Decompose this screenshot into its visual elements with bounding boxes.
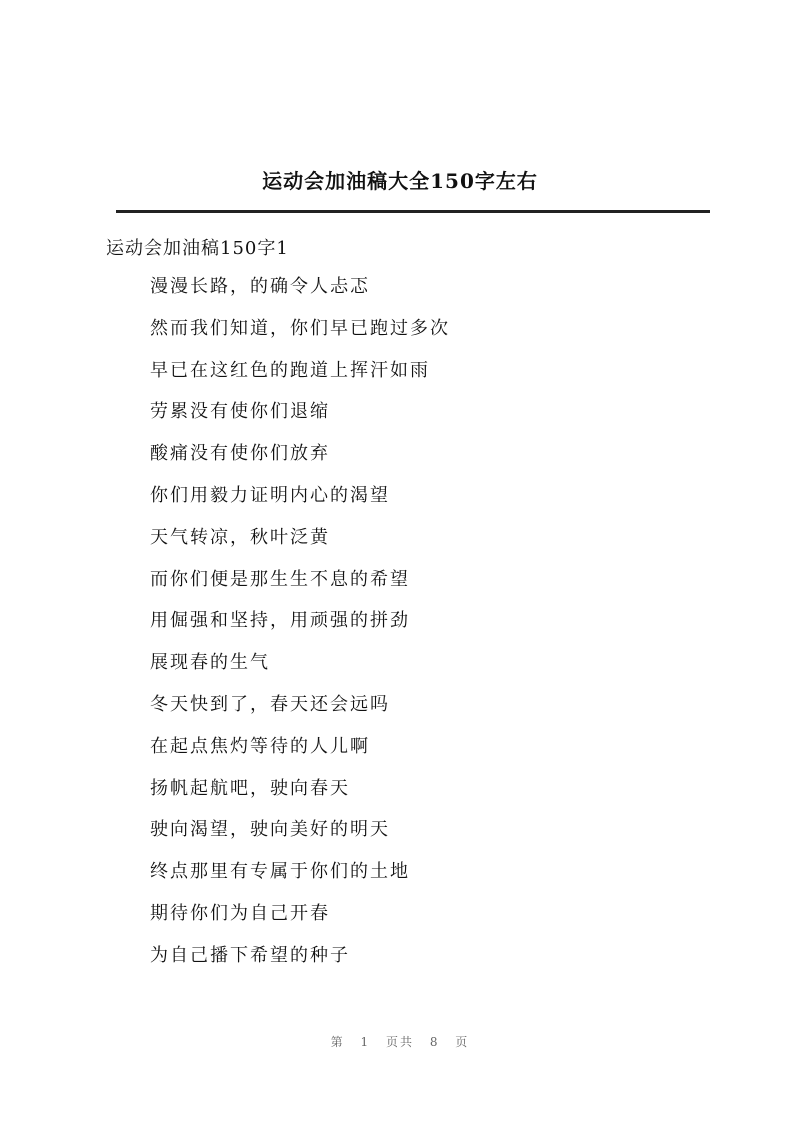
poem-line: 终点那里有专属于你们的土地 bbox=[150, 861, 410, 883]
poem-line: 你们用毅力证明内心的渴望 bbox=[150, 484, 390, 506]
poem-line: 而你们便是那生生不息的希望 bbox=[150, 568, 410, 590]
section-heading: 运动会加油稿150字1 bbox=[106, 238, 289, 259]
poem-line: 在起点焦灼等待的人儿啊 bbox=[150, 735, 370, 757]
poem-line: 扬帆起航吧，驶向春天 bbox=[150, 777, 350, 799]
poem-line: 然而我们知道，你们早已跑过多次 bbox=[150, 317, 450, 339]
poem-line: 展现春的生气 bbox=[150, 652, 270, 674]
poem-lines bbox=[150, 271, 450, 982]
footer-current-page: 1 bbox=[360, 1035, 371, 1049]
footer-suffix: 页 bbox=[455, 1035, 470, 1049]
poem-line: 冬天快到了，春天还会远吗 bbox=[150, 693, 390, 715]
title-divider bbox=[116, 210, 710, 213]
poem-line: 用倔强和坚持，用顽强的拼劲 bbox=[150, 610, 410, 632]
poem-line: 期待你们为自己开春 bbox=[150, 902, 330, 924]
footer-prefix: 第 bbox=[330, 1035, 345, 1049]
poem-line: 早已在这红色的跑道上挥汗如雨 bbox=[150, 359, 430, 381]
poem-line: 劳累没有使你们退缩 bbox=[150, 401, 330, 423]
document-title: 运动会加油稿大全150字左右 bbox=[262, 169, 538, 193]
poem-line: 酸痛没有使你们放弃 bbox=[150, 443, 330, 465]
poem-line: 天气转凉，秋叶泛黄 bbox=[150, 526, 330, 548]
page-footer bbox=[0, 1033, 800, 1050]
footer-total-pages: 8 bbox=[429, 1035, 440, 1049]
footer-middle: 页共 bbox=[385, 1035, 414, 1049]
poem-line: 漫漫长路，的确令人忐忑 bbox=[150, 276, 370, 297]
poem-line: 驶向渴望，驶向美好的明天 bbox=[150, 819, 390, 841]
poem-line: 为自己播下希望的种子 bbox=[150, 944, 350, 966]
